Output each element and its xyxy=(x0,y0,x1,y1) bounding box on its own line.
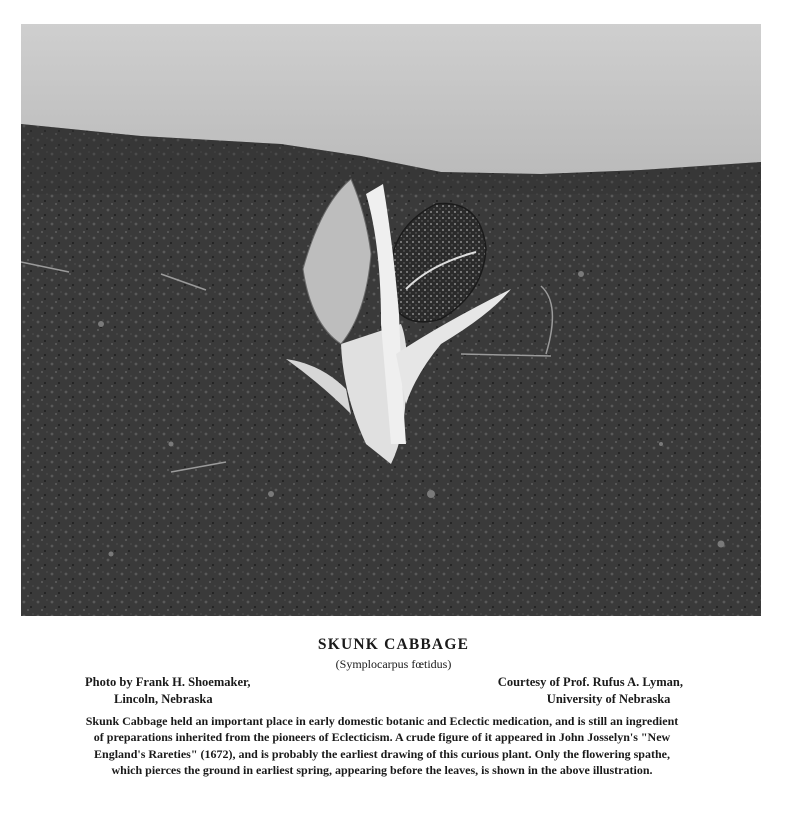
courtesy-credit-line1: Courtesy of Prof. Rufus A. Lyman, xyxy=(497,675,683,689)
photo-illustration xyxy=(21,24,761,616)
caption-title: SKUNK CABBAGE xyxy=(317,636,470,653)
photo-credit-line2: Lincoln, Nebraska xyxy=(114,692,213,706)
photo-credit-line1: Photo by Frank H. Shoemaker, xyxy=(85,675,251,689)
photo-credit xyxy=(85,674,251,708)
scientific-name: (Symplocarpus fœtidus) xyxy=(335,657,452,671)
courtesy-credit xyxy=(498,674,683,708)
courtesy-credit-line2: University of Nebraska xyxy=(546,692,671,706)
skunk-cabbage-photo xyxy=(21,24,761,616)
description-paragraph: Skunk Cabbage held an important place in early domestic botanic and Eclectic medication, and is still an ingredient of preparations inherited from the pioneers of Eclecticism. A crude figure of it appeared in John Josselyn's "New England's Rareties" (1672), and is probably the earliest drawing of this curious plant. Only the flowering spathe, which pierces the ground in earliest spring, appearing before the leaves, is shown in the above illustration. xyxy=(85,714,679,778)
